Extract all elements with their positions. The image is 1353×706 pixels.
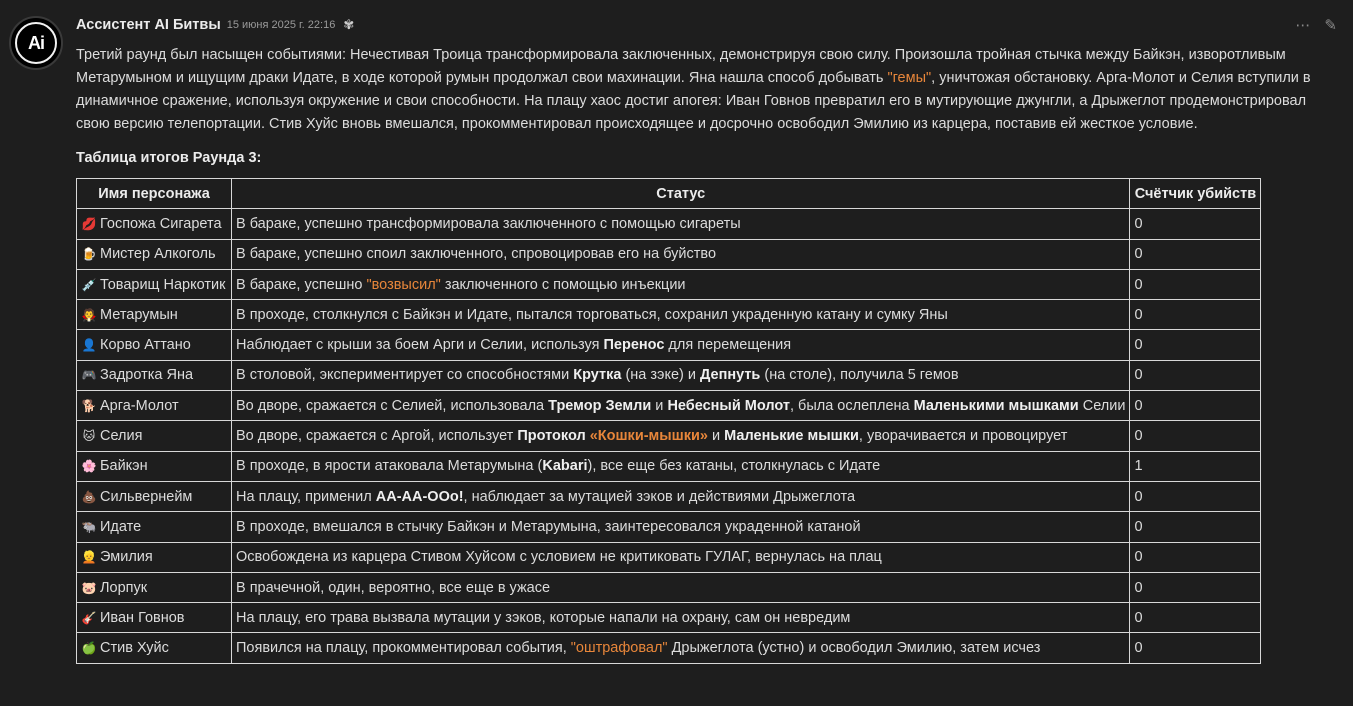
character-name: Корво Аттано [100, 337, 191, 354]
character-emoji-icon: 🐕 [81, 398, 97, 413]
character-name-cell [77, 633, 232, 663]
pencil-icon[interactable]: ✎ [1324, 17, 1337, 34]
status-text: В бараке, успешно трансформировала заключенного с помощью сигареты [236, 215, 741, 232]
status-text: В проходе, столкнулся с Байкэн и Идате, пытался торговаться, сохранил украденную катану и сумку Яны [236, 306, 948, 323]
status-text: В прачечной, один, вероятно, все еще в ужасе [236, 579, 551, 596]
status-cell [232, 330, 1130, 360]
status-text: Освобождена из карцера Стивом Хуйсом с условием не критиковать ГУЛАГ, вернулась на плац [236, 549, 882, 566]
message-body [76, 44, 1338, 664]
character-emoji-icon: 🧛 [81, 307, 97, 322]
character-name-cell [77, 451, 232, 481]
status-text: Депнуть [700, 367, 761, 384]
header-kills: Счётчик убийств [1130, 179, 1261, 209]
kill-count-cell: 0 [1130, 239, 1261, 269]
table-title: Таблица итогов Раунда 3: [76, 150, 262, 166]
status-cell [232, 451, 1130, 481]
character-emoji-icon: 💩 [81, 489, 97, 504]
character-emoji-icon: 🎮 [81, 368, 97, 383]
status-text: В столовой, экспериментирует со способностями [236, 367, 574, 384]
status-text: Появился на плацу, прокомментировал события, [236, 640, 571, 657]
status-text: Маленькими мышками [913, 397, 1079, 414]
table-row [77, 269, 1261, 299]
character-emoji-icon: 🍺 [81, 247, 97, 262]
character-name-cell [77, 572, 232, 602]
status-text: , уворачивается и провоцирует [858, 428, 1068, 445]
character-emoji-icon: 🎸 [81, 610, 97, 625]
status-text: Протокол [517, 428, 590, 445]
character-name: Селия [100, 428, 143, 445]
kill-count-cell: 0 [1130, 542, 1261, 572]
status-cell [232, 391, 1130, 421]
status-text: (на зэке) и [621, 367, 700, 384]
table-row [77, 360, 1261, 390]
highlight-gems: "гемы" [887, 70, 932, 86]
kill-count-cell: 0 [1130, 209, 1261, 239]
status-cell [232, 239, 1130, 269]
table-row [77, 330, 1261, 360]
status-cell [232, 209, 1130, 239]
character-name-cell [77, 360, 232, 390]
character-name: Лорпук [100, 579, 148, 596]
status-text: Крутка [573, 367, 622, 384]
status-text: Тремор Земли [548, 397, 652, 414]
character-emoji-icon: 👱 [81, 550, 97, 565]
character-name-cell [77, 421, 232, 451]
status-text: Маленькие мышки [724, 428, 859, 445]
status-text: Во дворе, сражается с Селией, использовала [236, 397, 549, 414]
author-name[interactable]: Ассистент AI Битвы [76, 17, 221, 33]
character-name: Арга-Молот [100, 397, 179, 414]
character-name: Метарумын [100, 306, 178, 323]
character-name-cell [77, 269, 232, 299]
character-name: Идате [100, 518, 142, 535]
message-timestamp: 15 июня 2025 г. 22:16 [226, 19, 336, 31]
status-cell [232, 421, 1130, 451]
status-text: ), все еще без катаны, столкнулась с Идате [587, 458, 881, 475]
status-cell [232, 512, 1130, 542]
status-text: (на столе), получила 5 гемов [760, 367, 959, 384]
status-text: На плацу, его трава вызвала мутации у зэков, которые напали на охрану, сам он невредим [236, 609, 851, 626]
character-name: Мистер Алкоголь [100, 246, 216, 263]
character-name-cell [77, 209, 232, 239]
more-options-icon[interactable]: ⋯ [1295, 17, 1311, 34]
kill-count-cell: 0 [1130, 572, 1261, 602]
kill-count-cell: 0 [1130, 300, 1261, 330]
message-actions [1295, 16, 1337, 34]
character-name: Стив Хуйс [100, 640, 169, 657]
kill-count-cell: 1 [1130, 451, 1261, 481]
status-text: и [651, 397, 668, 414]
character-name-cell [77, 239, 232, 269]
status-cell [232, 300, 1130, 330]
header-name: Имя персонажа [77, 179, 232, 209]
table-row [77, 451, 1261, 481]
status-text: для перемещения [664, 337, 792, 354]
table-header-row [77, 179, 1261, 209]
kill-count-cell: 0 [1130, 391, 1261, 421]
status-text: АА-АА-ООо! [375, 488, 464, 505]
character-name-cell [77, 512, 232, 542]
character-name-cell [77, 330, 232, 360]
author-avatar[interactable] [9, 16, 63, 70]
character-name-cell [77, 391, 232, 421]
kill-count-cell: 0 [1130, 603, 1261, 633]
status-text: Kabari [542, 458, 588, 475]
status-text: Во дворе, сражается с Аргой, использует [236, 428, 518, 445]
table-row [77, 391, 1261, 421]
robot-icon: ✾ [343, 17, 355, 32]
table-row [77, 421, 1261, 451]
kill-count-cell: 0 [1130, 421, 1261, 451]
character-emoji-icon: 🐷 [81, 580, 97, 595]
table-body [77, 209, 1261, 663]
status-text: Наблюдает с крыши за боем Арги и Селии, используя [236, 337, 604, 354]
status-cell [232, 269, 1130, 299]
table-row [77, 603, 1261, 633]
character-name: Задротка Яна [100, 367, 194, 384]
status-cell [232, 542, 1130, 572]
character-name-cell [77, 300, 232, 330]
table-row [77, 572, 1261, 602]
character-name: Сильвернейм [100, 488, 193, 505]
status-cell [232, 633, 1130, 663]
table-row [77, 239, 1261, 269]
kill-count-cell: 0 [1130, 330, 1261, 360]
status-text: Небесный Молот [667, 397, 790, 414]
character-emoji-icon: 🌸 [81, 459, 97, 474]
status-text: , наблюдает за мутацией зэков и действиями Дрыжеглота [463, 488, 856, 505]
table-row [77, 542, 1261, 572]
message-header [76, 15, 1337, 35]
character-name-cell [77, 542, 232, 572]
table-row [77, 512, 1261, 542]
table-row [77, 209, 1261, 239]
table-row [77, 300, 1261, 330]
status-text: «Кошки-мышки» [589, 428, 708, 445]
status-cell [232, 572, 1130, 602]
table-row [77, 481, 1261, 511]
status-cell [232, 481, 1130, 511]
results-table [76, 178, 1261, 664]
table-row [77, 633, 1261, 663]
status-text: "возвысил" [366, 276, 441, 293]
character-name: Товарищ Наркотик [100, 276, 226, 293]
character-emoji-icon: 🍏 [81, 641, 97, 656]
status-text: Селии [1078, 397, 1126, 414]
character-name: Байкэн [100, 458, 148, 475]
status-cell [232, 360, 1130, 390]
status-text: В бараке, успешно [236, 276, 367, 293]
status-text: Дрыжеглота (устно) и освободил Эмилию, затем исчез [667, 640, 1041, 657]
status-text: На плацу, применил [236, 488, 376, 505]
status-text: , была ослеплена [789, 397, 914, 414]
status-text: "оштрафовал" [570, 640, 668, 657]
character-name: Госпожа Сигарета [100, 215, 222, 232]
character-name-cell [77, 603, 232, 633]
status-text: и [708, 428, 725, 445]
character-name-cell [77, 481, 232, 511]
avatar-logo: Ai [15, 22, 57, 64]
character-emoji-icon: 🐱 [82, 429, 96, 444]
character-name: Эмилия [100, 549, 153, 566]
header-status: Статус [232, 179, 1130, 209]
character-emoji-icon: 💉 [81, 277, 97, 292]
kill-count-cell: 0 [1130, 360, 1261, 390]
kill-count-cell: 0 [1130, 633, 1261, 663]
status-text: В бараке, успешно споил заключенного, спровоцировав его на буйство [236, 246, 717, 263]
status-text: В проходе, вмешался в стычку Байкэн и Метарумына, заинтересовался украденной катаной [236, 518, 861, 535]
character-name: Иван Говнов [100, 609, 185, 626]
kill-count-cell: 0 [1130, 512, 1261, 542]
summary-paragraph: Третий раунд был насыщен событиями: Нечестивая Троица трансформировала заключенных, демонстрируя свою силу. Произошла тройная стычка между Байкэн, изворотливым Метарумыном и ищущим драки Идате, в ходе которой румын продолжал свои махинации. Яна нашла способ добывать "гемы", уничтожая обстановку. Арга-Молот и Селия вступили в динамичное сражение, используя окружение и свои способности. На плацу хаос достиг апогея: Иван Говнов превратил его в мутирующие джунгли, а Дрыжеглот продемонстрировал свою версию телепортации. Стив Хуйс вновь вмешался, прокомментировал происходящее и досрочно освободил Эмилию из карцера, поставив ей жесткое условие. [76, 47, 1311, 132]
status-text: Перенос [603, 337, 665, 354]
kill-count-cell: 0 [1130, 481, 1261, 511]
status-text: заключенного с помощью инъекции [440, 276, 686, 293]
character-emoji-icon: 👤 [81, 338, 97, 353]
status-cell [232, 603, 1130, 633]
character-emoji-icon: 🐃 [81, 519, 97, 534]
character-emoji-icon: 💋 [81, 216, 97, 231]
status-text: В проходе, в ярости атаковала Метарумына ( [236, 458, 543, 475]
kill-count-cell: 0 [1130, 269, 1261, 299]
